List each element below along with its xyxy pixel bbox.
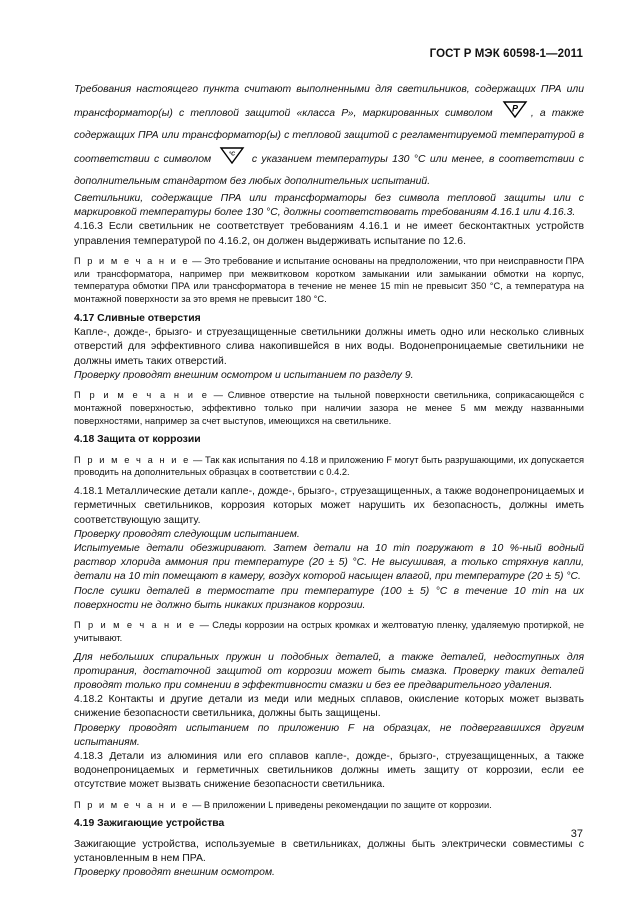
note-label: П р и м е ч а н и е xyxy=(74,255,190,266)
note-label: П р и м е ч а н и е xyxy=(74,620,197,631)
heading-4-18: 4.18 Защита от коррозии xyxy=(74,434,201,446)
note-2 xyxy=(74,389,584,427)
temp-symbol-text: °C xyxy=(228,151,235,158)
note-text: — В приложении L приведены рекомендации по защите от коррозии. xyxy=(189,799,492,810)
note-text: — Сливное отверстие на тыльной поверхности светильника, соприкасающейся с монтажной поверхностью, эффективно только при наличии зазора не менее 5 мм между названными поверхностями, например за счет выступов, имеющихся на светильнике. xyxy=(74,390,584,426)
paragraph-4-18-1-springs: Для небольших спиральных пружин и подобных деталей, а также деталей, недоступных для протирания, достаточной защитой от коррозии может быть смазка. Проверку таких деталей проводят только при сомнении в эффективности смазки и без ее предварительного удаления. xyxy=(74,651,584,692)
note-1 xyxy=(74,255,584,306)
paragraph-4-19: Зажигающие устройства, используемые в светильниках, должны быть электрически совместимы с установленным в нем ПРА. xyxy=(74,838,584,864)
paragraph-4-18-2: 4.18.2 Контакты и другие детали из меди или медных сплавов, окисление которых может вызвать снижение безопасности светильника, должны быть защищены. xyxy=(74,694,584,720)
text-fragment: , а также содержащих ПРА или трансформатор(ы) с тепловой защитой с регламентируемой температурой в соответствии с символом xyxy=(74,107,585,165)
heading-4-17: 4.17 Сливные отверстия xyxy=(74,313,201,324)
note-label: П р и м е ч а н и е xyxy=(74,454,191,465)
paragraph-4-18-1-drying: После сушки деталей в термостате при температуре (100 ± 5) °С в течение 10 min на их поверхности не должно быть никаких признаков коррозии. xyxy=(74,585,584,611)
note-text: — Это требование и испытание основаны на предположении, что при неисправности ПРА или трансформатора, например при межвитковом коротком замыкании или замыкании обмотки на корпус, температура обмотки ПРА или трансформатора в течение не менее 15 min не превысит 350 °С, а температура на монтажной поверхности за это время не превысит 180 °С. xyxy=(74,255,584,305)
paragraph-4-18-1: 4.18.1 Металлические детали капле-, дожде-, брызго-, струезащищенных, а также водонепроницаемых и герметичных светильников, коррозия которых может нарушить их безопасность, должны иметь соответствующую защиту. xyxy=(74,486,584,526)
class-p-thermal-symbol-icon xyxy=(502,100,528,126)
heading-4-19: 4.19 Зажигающие устройства xyxy=(74,818,225,830)
note-4 xyxy=(74,619,584,645)
text-fragment: Требования настоящего пункта считают выполненными для светильников, содержащих ПРА или трансформатор(ы) с тепловой защитой «класса Р», маркированных символом xyxy=(74,84,584,119)
page-number: 37 xyxy=(570,828,583,840)
paragraph-luminaires-without-symbol: Светильники, содержащие ПРА или трансформаторы без символа тепловой защиты или с маркировкой температуры более 130 °С, должны соответствовать требованиям 4.16.1 или 4.16.3. xyxy=(74,193,584,219)
note-text: — Так как испытания по 4.18 и приложению F могут быть разрушающими, их допускается проводить на дополнительных образцах в соответствии с 0.4.2. xyxy=(74,454,584,478)
paragraph-4-17-check: Проверку проводят внешним осмотром и испытанием по разделу 9. xyxy=(74,369,414,381)
paragraph-thermal-protection xyxy=(74,80,584,192)
note-5 xyxy=(74,799,584,812)
page-content xyxy=(74,80,584,880)
note-label: П р и м е ч а н и е xyxy=(74,799,190,810)
paragraph-4-18-1-test: Испытуемые детали обезжиривают. Затем детали на 10 min погружают в 10 %-ный водный раствор хлорида аммония при температуре (20 ± 5) °С. Не высушивая, а только стряхнув капли, детали на 10 min помещают в камеру, воздух которой насыщен влагой, при температуре (20 ± 5) °С. xyxy=(74,543,584,583)
class-p-symbol-text: P xyxy=(511,103,518,114)
note-text: — Следы коррозии на острых кромках и желтоватую пленку, удаляемую протиркой, не учитывают. xyxy=(74,620,584,643)
paragraph-4-18-2-check: Проверку проводят испытанием по приложению F на образцах, не подвергавшихся другим испытаниям. xyxy=(74,722,584,748)
paragraph-4-16-3: 4.16.3 Если светильник не соответствует требованиям 4.16.1 и не имеет бесконтактных устройств управления температурой по 4.16.2, он должен выдерживать испытание по 12.6. xyxy=(74,221,584,247)
temperature-thermal-symbol-icon xyxy=(219,146,245,172)
paragraph-4-17: Капле-, дожде-, брызго- и струезащищенные светильники должны иметь одно или несколько сливных отверстий для эффективного слива накопившейся в них воды. Водонепроницаемые светильники не должны иметь таких отверстий. xyxy=(74,327,584,367)
paragraph-4-18-3: 4.18.3 Детали из алюминия или его сплавов капле-, дожде-, брызго-, струезащищенных, а также водонепроницаемых и герметичных светильников должны иметь защиту от коррозии, если ее отсутствие может вызвать снижение безопасности светильника. xyxy=(74,751,584,791)
note-3 xyxy=(74,454,584,480)
paragraph-4-18-1-check: Проверку проводят следующим испытанием. xyxy=(74,528,300,540)
text-fragment: с указанием температуры 130 °С или менее, в соответствии с дополнительным стандартом без любых дополнительных испытаний. xyxy=(74,153,584,187)
paragraph-4-19-check: Проверку проводят внешним осмотром. xyxy=(74,867,275,879)
note-label: П р и м е ч а н и е xyxy=(74,390,209,401)
standard-header: ГОСТ Р МЭК 60598-1—2011 xyxy=(429,48,583,60)
